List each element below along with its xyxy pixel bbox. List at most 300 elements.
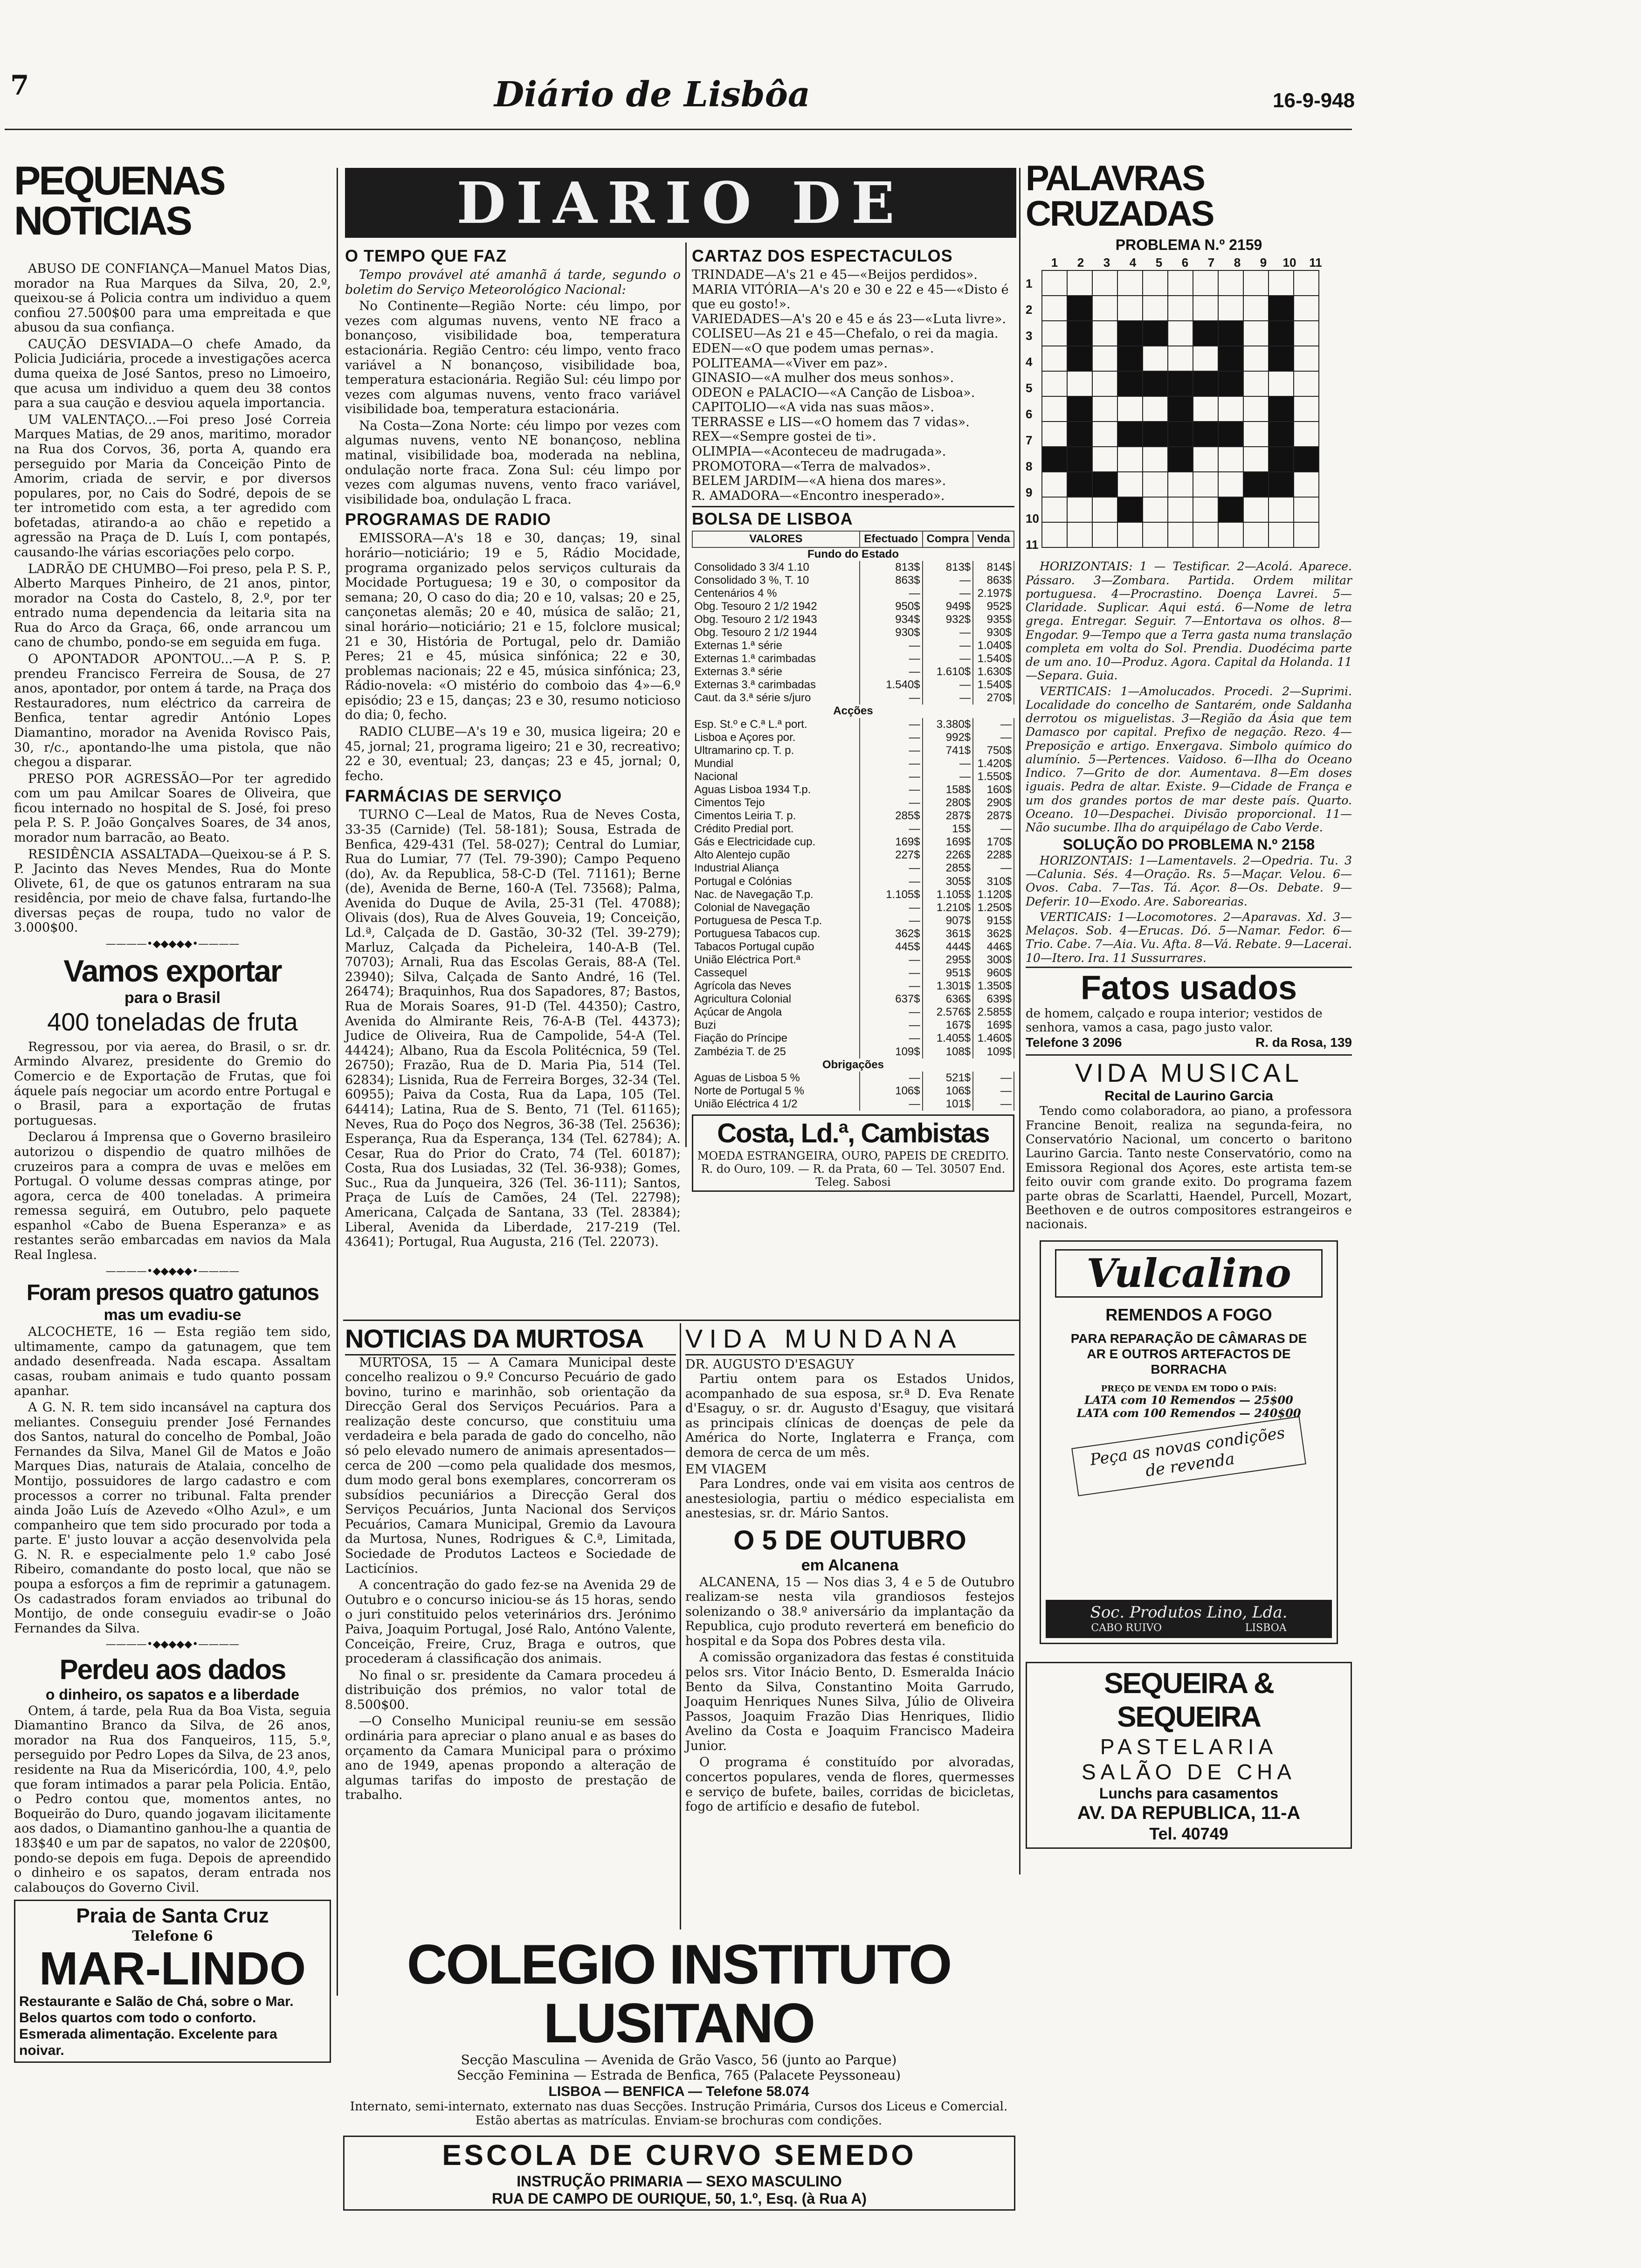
- cartaz-item: TERRASSE e LIS—«O homem das 7 vidas».: [692, 415, 970, 429]
- ad-line: LATA com 100 Remendos — 240$00: [1076, 1406, 1301, 1420]
- bolsa-row: [692, 862, 1014, 875]
- bolsa-row: [692, 678, 1014, 691]
- subheadline: o dinheiro, os sapatos e a liberdade: [45, 1686, 300, 1703]
- bolsa-price: 2.576$: [923, 1006, 973, 1019]
- bolsa-price: —: [973, 1098, 1014, 1111]
- crossword-black-cell: [1218, 371, 1243, 396]
- paragraph: No final o sr. presidente da Camara procedeu á distribuição dos prémios, no valor total de 8.500$00.: [345, 1668, 676, 1712]
- crossword-cell[interactable]: [1168, 270, 1193, 296]
- crossword-black-cell: [1067, 396, 1092, 422]
- crossword-row-number: 6: [1026, 407, 1033, 422]
- crossword-black-cell: [1042, 447, 1067, 472]
- radio-text: RADIO CLUBE—A's 19 e 30, musica ligeira; 20 e 45, jornal; 21, programa ligeiro; 21 e 30, recreativo; 22 e 30, eventual; 23, danças; 23 e 45, jornal; 0, fecho.: [345, 724, 681, 783]
- article-gatunos: [14, 1280, 331, 1636]
- bolsa-price: 109$: [973, 1045, 1014, 1058]
- crossword-cell[interactable]: [1042, 522, 1067, 547]
- bolsa-security: Caut. da 3.ª série s/juro: [692, 691, 860, 705]
- crossword-cell[interactable]: [1193, 270, 1218, 296]
- bolsa-section-row: [692, 547, 1014, 561]
- crossword-cell[interactable]: [1193, 396, 1218, 422]
- ad-costa-cambistas: [692, 1114, 1014, 1192]
- bolsa-price: —: [860, 1032, 923, 1045]
- bolsa-price: 1.550$: [973, 770, 1014, 783]
- crossword-cell[interactable]: [1067, 522, 1092, 547]
- bolsa-price: 1.105$: [923, 888, 973, 901]
- clues: 1—Amolucados. Procedi. 2—Suprimi. Localidade do concelho de Santarém, onde Saldanha derrotou os miguelistas. 3—Região da Ásia que tem Damasco por capital. Prefixo de negação. Rezo. 4—Preposição e artigo. Enxergava. Simbolo químico do alumínio. 5—Pertences. Vaidoso. 6—Ilha do Oceano Indico. 7—Grito de dor. Aumentava. 8—Em doses iguais. Pedra de altar. Existe. 9—Cidade de França e um dos grandes portos de mar deste país. Quarto. Oceano. 10—Despachei. Divisão proporcional. 11—Não sucumbe. Ilha do arquipélago de Cabo Verde.: [1026, 684, 1352, 835]
- crossword-cell[interactable]: [1092, 396, 1117, 422]
- crossword-cell[interactable]: [1168, 497, 1193, 522]
- crossword-col-number: 7: [1207, 256, 1215, 270]
- crossword-row-number: 3: [1026, 329, 1033, 343]
- ad-line: INSTRUÇÃO PRIMARIA — SEXO MASCULINO: [517, 2172, 842, 2190]
- crossword-cell[interactable]: [1092, 346, 1117, 371]
- bolsa-header: Venda: [973, 531, 1014, 547]
- page-number: 7: [10, 69, 29, 101]
- crossword-row-number: 7: [1026, 433, 1033, 448]
- bolsa-row: [692, 1045, 1014, 1058]
- crossword-cell[interactable]: [1294, 270, 1319, 296]
- bolsa-price: 1.105$: [860, 888, 923, 901]
- crossword-cell[interactable]: [1243, 371, 1269, 396]
- crossword-cell[interactable]: [1117, 270, 1143, 296]
- crossword-cell[interactable]: [1218, 270, 1243, 296]
- bolsa-price: —: [973, 1085, 1014, 1098]
- crossword-cell[interactable]: [1117, 396, 1143, 422]
- bolsa-price: 3.380$: [923, 718, 973, 731]
- bolsa-price: 915$: [973, 914, 1014, 927]
- bolsa-security: Consolidado 3 3/4 1.10: [692, 561, 860, 574]
- bolsa-row: [692, 587, 1014, 600]
- crossword-cell[interactable]: [1269, 522, 1294, 547]
- bolsa-price: 280$: [923, 796, 973, 809]
- crossword-cell[interactable]: [1193, 296, 1218, 321]
- crossword-cell[interactable]: [1243, 270, 1269, 296]
- subheadline: mas um evadiu-se: [103, 1306, 241, 1324]
- crossword-cell[interactable]: [1092, 522, 1117, 547]
- crossword-cell[interactable]: [1193, 447, 1218, 472]
- crossword-cell[interactable]: [1042, 396, 1067, 422]
- bolsa-price: 285$: [923, 862, 973, 875]
- bolsa-row: [692, 718, 1014, 731]
- crossword-cell[interactable]: [1143, 447, 1168, 472]
- crossword-black-cell: [1092, 472, 1117, 497]
- bolsa-row: [692, 639, 1014, 652]
- banner-diario-de-lisboa: [345, 168, 1016, 238]
- bolsa-price: 814$: [973, 561, 1014, 574]
- bolsa-header-row: [692, 531, 1014, 547]
- crossword-cell[interactable]: [1117, 447, 1143, 472]
- crossword-cell[interactable]: [1294, 497, 1319, 522]
- crossword-cell[interactable]: [1092, 371, 1117, 396]
- cartaz-item: VARIEDADES—A's 20 e 45 e ás 23—«Luta livre».: [692, 311, 1006, 326]
- crossword-cell[interactable]: [1193, 497, 1218, 522]
- ad-footer-places: [1049, 1622, 1328, 1634]
- bolsa-row: [692, 626, 1014, 639]
- crossword-cell[interactable]: [1042, 497, 1067, 522]
- crossword-cell[interactable]: [1218, 396, 1243, 422]
- clues: 1 — Testificar. 2—Acolá. Aparece. Pássaro. 3—Zombara. Partida. Ordem militar portuguesa. 4—Procrastino. Doença Lavrei. 5—Claridade. Suplicar. Aqui está. 6—Nome de letra grega. Entregar. Seguir. 7—Entortava os olhos. 8—Engodar. 9—Tempo que a Terra gasta numa translação completa em volta do Sol. Prendia. Duodécima parte de um ano. 10—Produz. Agora. Capital da Holanda. 11—Separa. Guia.: [1026, 560, 1352, 683]
- crossword-cell[interactable]: [1042, 296, 1067, 321]
- bolsa-security: Aguas Lisboa 1934 T.p.: [692, 783, 860, 796]
- crossword-cell[interactable]: [1117, 472, 1143, 497]
- tempo-intro: Tempo provável até amanhã á tarde, segundo o boletim do Serviço Meteorológico Nacional:: [345, 268, 681, 297]
- crossword-black-cell: [1117, 346, 1143, 371]
- bolsa-price: —: [923, 587, 973, 600]
- bolsa-price: 1.540$: [973, 652, 1014, 665]
- bolsa-price: —: [973, 862, 1014, 875]
- bolsa-price: —: [973, 731, 1014, 744]
- bolsa-price: 1.040$: [973, 639, 1014, 652]
- bolsa-security: Nac. de Navegação T.p.: [692, 888, 860, 901]
- bolsa-row: [692, 796, 1014, 809]
- bolsa-price: —: [860, 691, 923, 705]
- paragraph: Para Londres, onde vai em visita aos centros de anestesiologia, partiu o médico especialista em anestesias, sr. dr. Mário Santos.: [685, 1477, 1014, 1521]
- bolsa-price: —: [860, 823, 923, 836]
- crossword-row: [1042, 321, 1319, 346]
- crossword-cell[interactable]: [1243, 422, 1269, 447]
- bolsa-row: [692, 652, 1014, 665]
- crossword-cell[interactable]: [1294, 422, 1319, 447]
- bolsa-row: [692, 1019, 1014, 1032]
- crossword-cell[interactable]: [1243, 321, 1269, 346]
- bolsa-price: 15$: [923, 823, 973, 836]
- crossword-black-cell: [1168, 396, 1193, 422]
- bolsa-price: —: [860, 980, 923, 993]
- bolsa-price: —: [923, 770, 973, 783]
- news-item: LADRÃO DE CHUMBO—Foi preso, pela P. S. P., Alberto Marques Pinheiro, de 21 anos, pintor, morador na Costa do Castelo, 8, 2.º, por ter entrado numa dependencia da leitaria sita na Rua do Arco da Graça, 66, onde arrancou um cano de chumbo, pondo-se em seguida em fuga.: [14, 561, 331, 650]
- cartaz-title: CARTAZ DOS ESPECTACULOS: [692, 246, 953, 265]
- crossword-cell[interactable]: [1294, 296, 1319, 321]
- crossword-cell[interactable]: [1143, 396, 1168, 422]
- bolsa-price: 1.405$: [923, 1032, 973, 1045]
- bolsa-price: 361$: [923, 927, 973, 940]
- ad-brand: SEQUEIRA & SEQUEIRA: [1104, 1667, 1274, 1734]
- crossword-cell[interactable]: [1092, 447, 1117, 472]
- crossword-black-cell: [1269, 346, 1294, 371]
- bolsa-security: Esp. St.º e C.ª L.ª port.: [692, 718, 860, 731]
- tempo-text: Na Costa—Zona Norte: céu limpo por vezes com algumas nuvens, vento NE bonançoso, neblina matinal, visibilidade boa, moderada na neblina, ondulação norte fraca. Zona Sul: céu limpo por vezes com algumas nuvens, vento fraco variável, visibilidade boa, ondulação L fraca.: [345, 418, 681, 507]
- subhead: EM VIAGEM: [685, 1462, 767, 1477]
- ad-escola-curvo-semedo: [343, 2136, 1015, 2211]
- crossword-row: [1042, 396, 1319, 422]
- crossword-cell[interactable]: [1193, 522, 1218, 547]
- bolsa-title: BOLSA DE LISBOA: [692, 506, 1014, 529]
- crossword-cell[interactable]: [1269, 371, 1294, 396]
- bolsa-price: 813$: [923, 561, 973, 574]
- ad-line: PASTELARIA: [1100, 1734, 1278, 1759]
- bolsa-row: [692, 665, 1014, 678]
- bolsa-price: —: [860, 783, 923, 796]
- bolsa-security: Obg. Tesouro 2 1/2 1944: [692, 626, 860, 639]
- subheadline: em Alcanena: [801, 1556, 899, 1574]
- crossword-col-number: 5: [1155, 256, 1163, 270]
- crossword-cell[interactable]: [1168, 522, 1193, 547]
- ad-line: AV. DA REPUBLICA, 11-A: [1077, 1803, 1301, 1824]
- ad-brand: ESCOLA DE CURVO SEMEDO: [442, 2139, 917, 2171]
- crossword-cell[interactable]: [1294, 472, 1319, 497]
- paragraph: Tendo como colaboradora, ao piano, a professora Francine Benoit, realiza na segunda-feira, no Conservatório Nacional, um concerto o baritono Laurino Garcia. Tanto neste Conservatório, como na Emissora Regional dos Açores, este artista tem-se feito ouvir com grande exito. Do programa fazem parte obras de Scarlatti, Haendel, Purcell, Mozart, Beethoven e de outros compositores estrangeiros e nacionais.: [1026, 1104, 1352, 1232]
- bolsa-price: 290$: [973, 796, 1014, 809]
- bolsa-price: 1.210$: [923, 901, 973, 914]
- crossword-black-cell: [1067, 321, 1092, 346]
- bolsa-price: 1.250$: [973, 901, 1014, 914]
- crossword-black-cell: [1269, 396, 1294, 422]
- crossword-cell[interactable]: [1092, 497, 1117, 522]
- crossword-black-cell: [1067, 422, 1092, 447]
- bolsa-row: [692, 954, 1014, 967]
- bolsa-security: Consolidado 3 %, T. 10: [692, 574, 860, 587]
- crossword-cell[interactable]: [1067, 497, 1092, 522]
- ad-contact: [1026, 1035, 1352, 1051]
- crossword-cell[interactable]: [1143, 497, 1168, 522]
- bolsa-price: —: [973, 1072, 1014, 1085]
- bolsa-price: —: [860, 639, 923, 652]
- bolsa-price: 750$: [973, 744, 1014, 757]
- crossword-cell[interactable]: [1269, 270, 1294, 296]
- crossword-row: [1042, 522, 1319, 547]
- ad-footer: [1046, 1600, 1332, 1638]
- bolsa-price: 930$: [860, 626, 923, 639]
- ad-line: LISBOA: [1245, 1622, 1287, 1634]
- crossword-cell[interactable]: [1042, 346, 1067, 371]
- bolsa-price: —: [860, 1072, 923, 1085]
- crossword-cell[interactable]: [1218, 522, 1243, 547]
- bolsa-price: —: [860, 731, 923, 744]
- bolsa-price: 2.197$: [973, 587, 1014, 600]
- crossword-row-number: 10: [1026, 512, 1039, 526]
- crossword-cell[interactable]: [1143, 296, 1168, 321]
- crossword-black-cell: [1168, 371, 1193, 396]
- news-item: PRESO POR AGRESSÃO—Por ter agredido com um pau Amilcar Soares de Oliveira, que ficou internado no hospital de S. José, foi preso pela P. S. P. João Gonçalves Soares, de 34 anos, morador num barracão, ao Beato.: [14, 771, 331, 845]
- bolsa-security: Cimentos Leiria T. p.: [692, 809, 860, 823]
- ornament-divider: ————•◆◆◆◆◆•————: [105, 938, 240, 950]
- bolsa-security: Externas 3.ª carimbadas: [692, 678, 860, 691]
- cartaz-list: [692, 268, 1014, 503]
- bolsa-price: —: [973, 718, 1014, 731]
- crossword-black-cell: [1294, 447, 1319, 472]
- crossword-cell[interactable]: [1092, 296, 1117, 321]
- crossword-cell[interactable]: [1117, 522, 1143, 547]
- crossword-cell[interactable]: [1193, 346, 1218, 371]
- crossword-cell[interactable]: [1042, 270, 1067, 296]
- crossword-row-number: 11: [1026, 538, 1039, 552]
- crossword-black-cell: [1218, 321, 1243, 346]
- crossword-cell[interactable]: [1042, 321, 1067, 346]
- crossword-horizontais: [1026, 560, 1352, 682]
- crossword-cell[interactable]: [1067, 371, 1092, 396]
- crossword-cell[interactable]: [1143, 270, 1168, 296]
- ad-brand: MAR-LINDO: [39, 1942, 306, 1995]
- paragraph: —O Conselho Municipal reuniu-se em sessão ordinária para apreciar o plano anual e as bases do orçamento da Camara Municipal para o próximo ano de 1949, apenas propondo a alteração de algumas tarifas do imposto de prestação de trabalho.: [345, 1714, 676, 1803]
- bolsa-price: 930$: [973, 626, 1014, 639]
- bolsa-price: —: [860, 1098, 923, 1111]
- crossword-row: [1042, 296, 1319, 321]
- cartaz-item: BELEM JARDIM—«A hiena dos mares».: [692, 474, 946, 489]
- radio-title: PROGRAMAS DE RADIO: [345, 510, 552, 529]
- crossword-cell[interactable]: [1243, 396, 1269, 422]
- ad-colegio-instituto-lusitano: [343, 1935, 1014, 2128]
- bolsa-price: 637$: [860, 993, 923, 1006]
- crossword-cell[interactable]: [1218, 296, 1243, 321]
- bolsa-price: 310$: [973, 875, 1014, 888]
- crossword-black-cell: [1269, 447, 1294, 472]
- news-item: O APONTADOR APONTOU...—A P. S. P. prendeu Francisco Ferreira de Sousa, de 27 anos, apontador, por ontem á tarde, na Praça dos Restauradores, num eléctrico da carreira de Benfica, tentar agredir António Lopes Diamantino, morador na Avenida Rovisco Pais, 30, r/c., apontando-lhe uma pistola, que não chegou a disparar.: [14, 652, 331, 770]
- bolsa-security: Gás e Electricidade cup.: [692, 836, 860, 849]
- column-cartaz-bolsa: [692, 243, 1014, 1192]
- bolsa-security: Obg. Tesouro 2 1/2 1942: [692, 600, 860, 613]
- bolsa-price: 285$: [860, 809, 923, 823]
- bolsa-price: 362$: [973, 927, 1014, 940]
- crossword-col-number: 3: [1103, 256, 1110, 270]
- bolsa-price: 950$: [860, 600, 923, 613]
- ad-line: LISBOA — BENFICA — Telefone 58.074: [548, 2083, 809, 2099]
- crossword-cell[interactable]: [1218, 472, 1243, 497]
- bolsa-price: 169$: [973, 1019, 1014, 1032]
- bolsa-price: 1.301$: [923, 980, 973, 993]
- crossword-cell[interactable]: [1294, 371, 1319, 396]
- paragraph: ALCOCHETE, 16 — Esta região tem sido, ultimamente, campo da gatunagem, que tem andado desenfreada. Nada escapa. Assaltam casas, roubam animais e tudo quanto possam apanhar.: [14, 1325, 331, 1398]
- crossword-area: [1026, 256, 1352, 558]
- ad-mar-lindo: [14, 1900, 331, 2063]
- crossword-cell[interactable]: [1168, 321, 1193, 346]
- crossword-cell[interactable]: [1243, 497, 1269, 522]
- bolsa-row: [692, 757, 1014, 770]
- crossword-cell[interactable]: [1218, 447, 1243, 472]
- cartaz-item: POLITEAMA—«Viver em paz».: [692, 356, 888, 371]
- bolsa-security: Lisboa e Açores por.: [692, 731, 860, 744]
- ad-line: Telefone 6: [132, 1928, 213, 1944]
- bolsa-price: 106$: [860, 1085, 923, 1098]
- bolsa-price: —: [860, 718, 923, 731]
- crossword-cell[interactable]: [1243, 346, 1269, 371]
- bolsa-row: [692, 1085, 1014, 1098]
- ad-address: R. da Rosa, 139: [1255, 1035, 1352, 1050]
- crossword-cell[interactable]: [1092, 270, 1117, 296]
- bolsa-price: 106$: [923, 1085, 973, 1098]
- bolsa-price: 932$: [923, 613, 973, 626]
- ad-line: PREÇO DE VENDA EM TODO O PAÍS:: [1101, 1383, 1277, 1394]
- bolsa-row: [692, 888, 1014, 901]
- crossword-cell[interactable]: [1143, 522, 1168, 547]
- crossword-cell[interactable]: [1143, 472, 1168, 497]
- crossword-black-cell: [1117, 371, 1143, 396]
- bolsa-price: 108$: [923, 1045, 973, 1058]
- bolsa-price: —: [923, 678, 973, 691]
- bolsa-security: Fiação do Príncipe: [692, 1032, 860, 1045]
- crossword-cell[interactable]: [1168, 346, 1193, 371]
- crossword-cell[interactable]: [1294, 522, 1319, 547]
- crossword-col-number: 6: [1181, 256, 1189, 270]
- bolsa-price: 639$: [973, 993, 1014, 1006]
- ad-line: Peça as novas condições de revenda: [1071, 1416, 1306, 1496]
- crossword-cell[interactable]: [1243, 522, 1269, 547]
- bolsa-row: [692, 1072, 1014, 1085]
- news-item: RESIDÊNCIA ASSALTADA—Queixou-se á P. S. P. Jacinto das Neves Mendes, Rua do Monte Olivete, 61, de que os gatunos entraram na sua residência, por meio de chave falsa, furtando-lhe diversas peças de roupa, tudo no valor de 3.000$00.: [14, 847, 331, 935]
- bolsa-price: 863$: [860, 574, 923, 587]
- bolsa-price: 169$: [923, 836, 973, 849]
- bolsa-row: [692, 901, 1014, 914]
- cartaz-item: REX—«Sempre gostei de ti».: [692, 429, 876, 444]
- cartaz-item: OLIMPIA—«Aconteceu de madrugada».: [692, 444, 946, 459]
- crossword-cell[interactable]: [1067, 270, 1092, 296]
- crossword-col-number: 2: [1077, 256, 1084, 270]
- crossword-cell[interactable]: [1042, 371, 1067, 396]
- crossword-cell[interactable]: [1294, 321, 1319, 346]
- article-perdeu-dados: [14, 1653, 331, 1895]
- cartaz-item: PROMOTORA—«Terra de malvados».: [692, 459, 931, 474]
- bolsa-price: 949$: [923, 600, 973, 613]
- bolsa-security: Norte de Portugal 5 %: [692, 1085, 860, 1098]
- crossword-black-cell: [1143, 371, 1168, 396]
- ad-title: Fatos usados: [1080, 969, 1297, 1007]
- crossword-cell[interactable]: [1042, 422, 1067, 447]
- bolsa-price: 951$: [923, 967, 973, 980]
- crossword-cell[interactable]: [1092, 422, 1117, 447]
- bolsa-price: —: [860, 1019, 923, 1032]
- bolsa-row: [692, 783, 1014, 796]
- bolsa-price: 992$: [923, 731, 973, 744]
- bolsa-security: Aguas de Lisboa 5 %: [692, 1072, 860, 1085]
- crossword-cell[interactable]: [1143, 346, 1168, 371]
- bolsa-price: 907$: [923, 914, 973, 927]
- paragraph: MURTOSA, 15 — A Camara Municipal deste concelho realizou o 9.º Concurso Pecuário de gado bovino, turino e marinhão, sob orientação da Direcção Geral dos Serviços Pecuários. Para a realização deste concurso, que constituiu uma verdadeira e bela parada de gado do concelho, não só pelo elevado numero de animais apresentados—cerca de 200 —como pela qualidade dos mesmos, dum modo geral bons exemplares, concorreram os subsídios pecuniários a Direcção Geral dos Serviços Pecuários, Junta Nacional dos Serviços Pecuários, Camara Municipal, Gremio da Lavoura da Murtosa, Nunes, Rodrigues & C.ª, Limitada, Sociedade de Produtos Lacteos e Sociedade de Lacticínios.: [345, 1355, 676, 1576]
- crossword-black-cell: [1269, 321, 1294, 346]
- bolsa-price: 1.460$: [973, 1032, 1014, 1045]
- bolsa-price: 1.610$: [923, 665, 973, 678]
- crossword-cell[interactable]: [1294, 396, 1319, 422]
- crossword-cell[interactable]: [1168, 296, 1193, 321]
- bolsa-row: [692, 823, 1014, 836]
- crossword-cell[interactable]: [1117, 296, 1143, 321]
- bolsa-row: [692, 1032, 1014, 1045]
- crossword-cell[interactable]: [1168, 472, 1193, 497]
- bolsa-security: Mundial: [692, 757, 860, 770]
- crossword-col-numbers: [1041, 256, 1329, 270]
- crossword-col-number: 10: [1282, 256, 1296, 270]
- bolsa-price: 287$: [923, 809, 973, 823]
- bolsa-price: 521$: [923, 1072, 973, 1085]
- crossword-black-cell: [1067, 346, 1092, 371]
- crossword-cell[interactable]: [1092, 321, 1117, 346]
- bolsa-row: [692, 744, 1014, 757]
- crossword-col-number: 4: [1129, 256, 1137, 270]
- crossword-cell[interactable]: [1193, 472, 1218, 497]
- bolsa-price: —: [973, 823, 1014, 836]
- bolsa-price: 158$: [923, 783, 973, 796]
- bolsa-price: 741$: [923, 744, 973, 757]
- crossword-cell[interactable]: [1269, 497, 1294, 522]
- crossword-black-cell: [1067, 296, 1092, 321]
- solution-horizontais: HORIZONTAIS: 1—Lamentavels. 2—Opedria. Tu. 3—Calunia. Sés. 4—Oração. Rs. 5—Maçar. Velou. 6—Ovos. Caba. 7—Tas. Tá. Açor. 8—Os. Debate. 9—Deferir. 10—Exodo. Are. Saborearias.: [1026, 853, 1352, 908]
- bolsa-row: [692, 1098, 1014, 1111]
- cartaz-item: COLISEU—As 21 e 45—Chefalo, o rei da magia.: [692, 326, 999, 341]
- crossword-cell[interactable]: [1243, 296, 1269, 321]
- bolsa-security: Nacional: [692, 770, 860, 783]
- crossword-row-number: 1: [1026, 277, 1033, 291]
- cartaz-item: EDEN—«O que podem umas pernas».: [692, 341, 934, 356]
- crossword-cell[interactable]: [1243, 447, 1269, 472]
- crossword-cell[interactable]: [1294, 346, 1319, 371]
- bolsa-price: 813$: [860, 561, 923, 574]
- bolsa-price: 109$: [860, 1045, 923, 1058]
- bolsa-section-name: Fundo do Estado: [807, 547, 899, 560]
- bolsa-price: 935$: [973, 613, 1014, 626]
- ad-brand: Costa, Ld.ª, Cambistas: [717, 1118, 989, 1148]
- paragraph: Regressou, por via aerea, do Brasil, o sr. dr. Armindo Alvarez, presidente do Gremio do Comercio e de Exportação de Frutas, que foi áquele país negociar um acordo entre Portugal e o Brasil, para a exportação de frutas portuguesas.: [14, 1039, 331, 1128]
- column-servicos: [345, 243, 681, 1252]
- paragraph: A concentração do gado fez-se na Avenida 29 de Outubro e o concurso iniciou-se ás 15 horas, sendo o juri constituido pelos veterinários drs. Jerónimo Paiva, Joaquim Portugal, José Ralo, Antóno Valente, Conceição, Freire, Cruz, Braga e outros, que procederam á classificação dos animais.: [345, 1578, 676, 1666]
- crossword-cell[interactable]: [1042, 472, 1067, 497]
